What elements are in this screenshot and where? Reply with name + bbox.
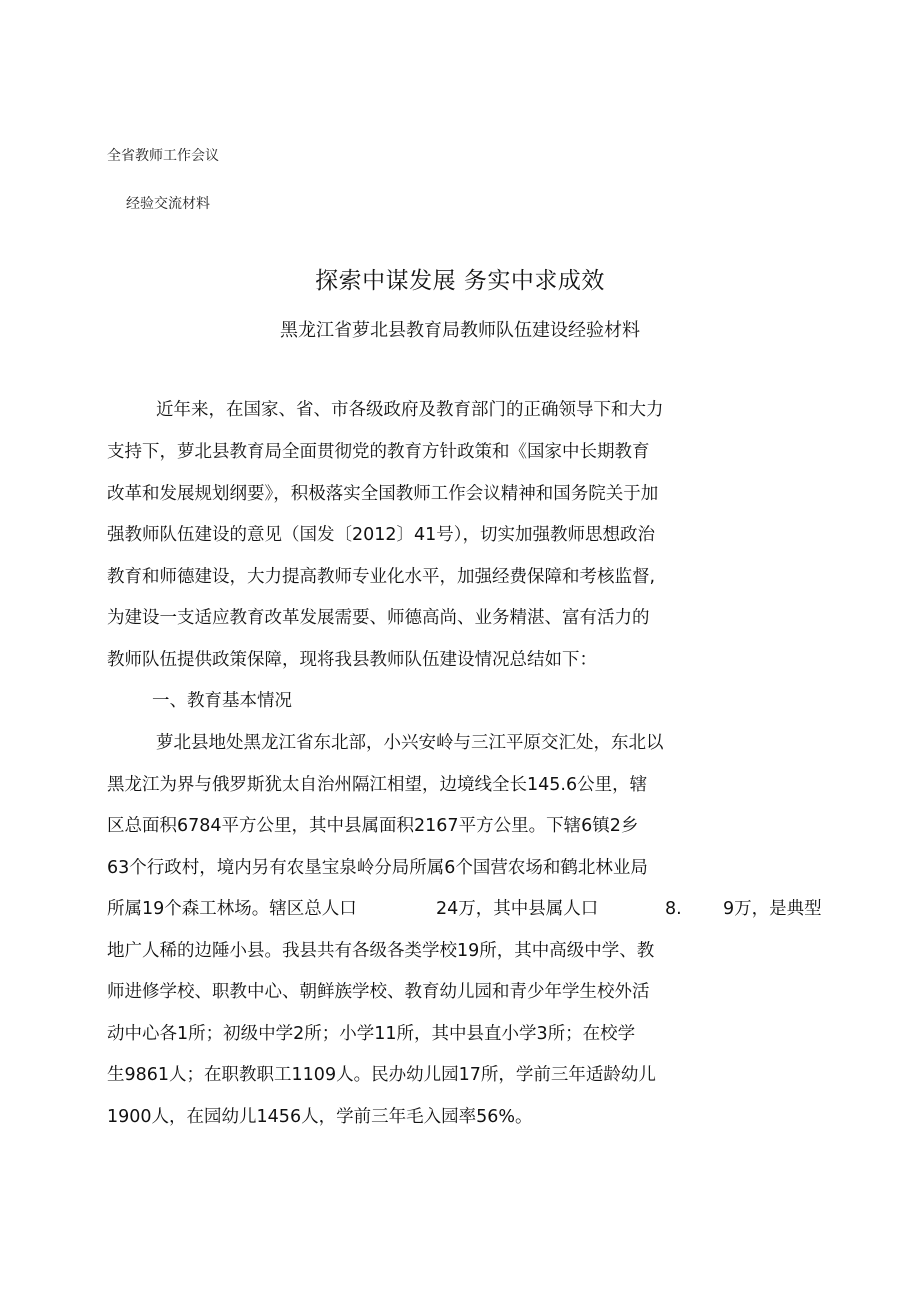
material-type-header: 经验交流材料: [126, 196, 210, 212]
paragraph-line-1: 近年来，在国家、省、市各级政府及教育部门的正确领导下和大力: [156, 400, 664, 420]
line-13-part-2: 24万，其中县属人口: [436, 899, 599, 919]
paragraph-line-4: 强教师队伍建设的意见（国发〔2012〕41号），切实加强教师思想政治: [107, 525, 656, 545]
paragraph-line-2: 支持下，萝北县教育局全面贯彻党的教育方针政策和《国家中长期教育: [107, 442, 650, 462]
meeting-header: 全省教师工作会议: [107, 148, 219, 164]
document-subtitle: 黑龙江省萝北县教育局教师队伍建设经验材料: [280, 320, 640, 341]
paragraph-line-9: 萝北县地处黑龙江省东北部，小兴安岭与三江平原交汇处，东北以: [156, 733, 664, 753]
line-13-part-4: 9万，是典型: [723, 899, 822, 919]
paragraph-line-12: 63个行政村，境内另有农垦宝泉岭分局所属6个国营农场和鹤北林业局: [107, 858, 648, 878]
paragraph-line-3: 改革和发展规划纲要》，积极落实全国教师工作会议精神和国务院关于加: [107, 484, 659, 504]
document-title: 探索中谋发展 务实中求成效: [315, 268, 605, 294]
paragraph-line-15: 师进修学校、职教中心、朝鲜族学校、教育幼儿园和青少年学生校外活: [107, 982, 650, 1002]
paragraph-line-18: 1900人，在园幼儿1456人，学前三年毛入园率56%。: [107, 1107, 533, 1127]
paragraph-line-7: 教师队伍提供政策保障，现将我县教师队伍建设情况总结如下：: [107, 650, 597, 670]
paragraph-line-16: 动中心各1所；初级中学2所；小学11所，其中县直小学3所；在校学: [107, 1024, 636, 1044]
paragraph-line-17: 生9861人；在职教职工1109人。民办幼儿园17所，学前三年适龄幼儿: [107, 1065, 656, 1085]
paragraph-line-6: 为建设一支适应教育改革发展需要、师德高尚、业务精湛、富有活力的: [107, 608, 650, 628]
paragraph-line-11: 区总面积6784平方公里，其中县属面积2167平方公里。下辖6镇2乡: [107, 816, 639, 836]
line-13-part-3: 8.: [665, 899, 682, 919]
paragraph-line-14: 地广人稀的边陲小县。我县共有各级各类学校19所，其中高级中学、教: [107, 941, 655, 961]
section-heading: 一、教育基本情况: [152, 691, 292, 711]
paragraph-line-10: 黑龙江为界与俄罗斯犹太自治州隔江相望，边境线全长145.6公里，辖: [107, 775, 648, 795]
line-13-part-1: 所属19个森工林场。辖区总人口: [107, 899, 357, 919]
paragraph-line-5: 教育和师德建设，大力提高教师专业化水平，加强经费保障和考核监督,: [107, 567, 656, 587]
paragraph-line-13: [107, 897, 357, 921]
